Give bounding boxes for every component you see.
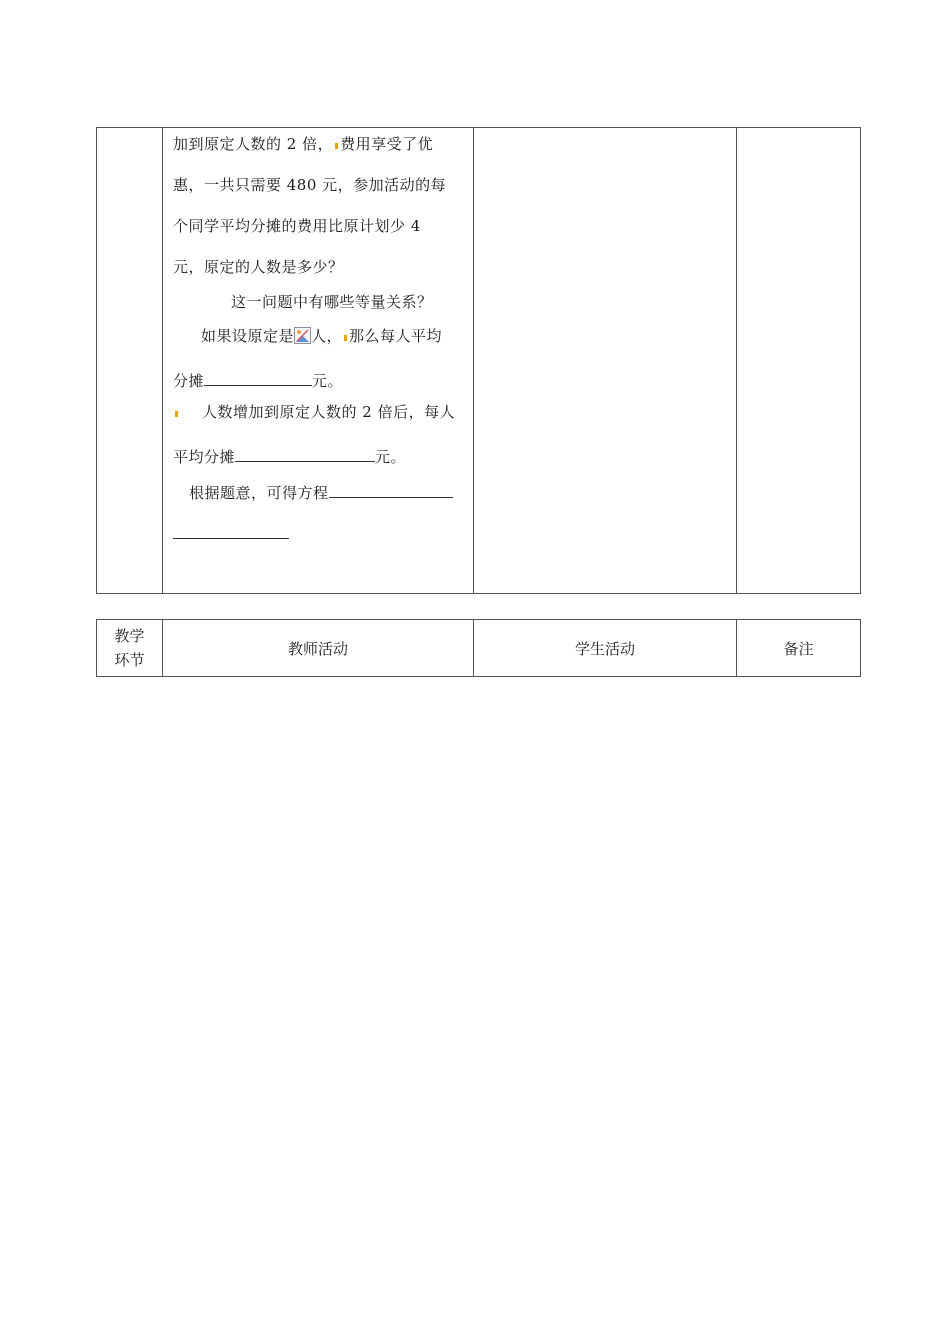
header-row — [97, 620, 861, 677]
stage-cell — [97, 128, 163, 594]
anchor-mark-icon — [344, 335, 347, 341]
doubled-line: 人数增加到原定人数的 2 倍后，每人 — [173, 401, 455, 422]
assume-line: 如果设原定是 人， 那么每人平均 — [201, 327, 443, 345]
student-activity-cell — [474, 128, 737, 594]
question-line: 这一问题中有哪些等量关系？ — [231, 293, 433, 311]
problem-line-4: 元，原定的人数是多少？ — [173, 258, 344, 276]
header-teacher-activity: 教师活动 — [163, 620, 474, 677]
problem-line-3: 个同学平均分摊的费用比原计划少 4 — [173, 217, 421, 235]
share-line: 分摊 元。 — [173, 372, 344, 390]
anchor-mark-icon — [335, 143, 338, 149]
equation-line: 根据题意，可得方程 — [189, 482, 453, 503]
header-stage: 教学 环节 — [97, 620, 163, 677]
lesson-table — [96, 127, 861, 594]
problem-line-1: 加到原定人数的 2 倍， 费用享受了优 — [173, 135, 434, 153]
answer-blank-2 — [235, 447, 375, 462]
lesson-row — [97, 128, 861, 594]
answer-blank-4 — [173, 524, 289, 539]
equation-line-cont — [173, 524, 289, 543]
header-student-activity: 学生活动 — [474, 620, 737, 677]
answer-blank-3 — [329, 483, 453, 498]
average-line: 平均分摊 元。 — [173, 448, 407, 466]
header-notes: 备注 — [737, 620, 861, 677]
notes-cell — [737, 128, 861, 594]
header-table — [96, 619, 861, 677]
answer-blank-1 — [204, 371, 312, 386]
teacher-activity-cell — [163, 128, 474, 594]
problem-line-2: 惠，一共只需要 480 元，参加活动的每 — [173, 176, 447, 194]
equation-image-icon — [294, 327, 311, 344]
anchor-mark-icon — [175, 411, 178, 417]
